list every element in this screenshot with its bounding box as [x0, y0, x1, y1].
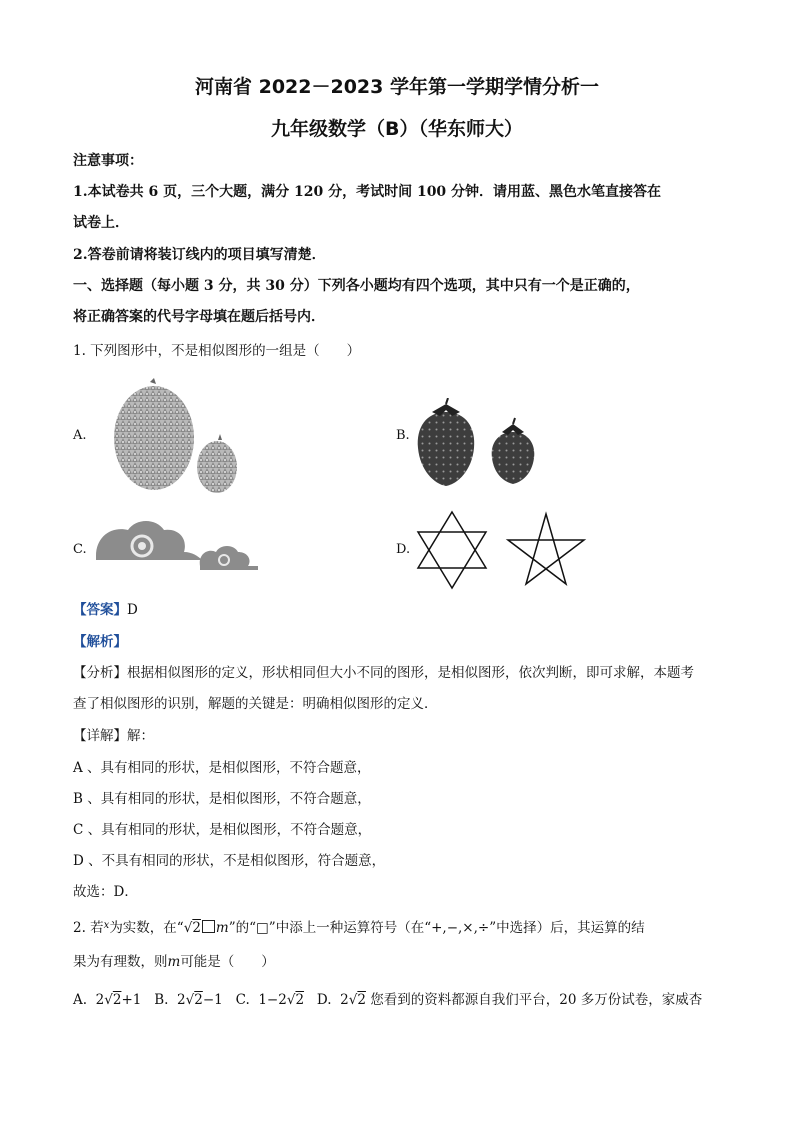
q2-option-b-rad: 2 — [194, 992, 203, 1008]
section1-instructions-line1: 一、选择题（每小题 3 分，共 30 分）下列各小题均有四个选项，其中只有一个是正确的， — [73, 278, 640, 294]
exam-subtitle: 九年级数学（B）（华东师大） — [271, 118, 523, 140]
q2-option-b-label: B. — [154, 992, 169, 1008]
choose-line: 故选：D． — [73, 884, 138, 900]
q2-option-c-rad: 2 — [295, 992, 305, 1008]
detail-b: B 、具有相同的形状，是相似图形，不符合题意， — [73, 791, 371, 807]
q2-stem-p2: 为实数，在“ — [109, 920, 184, 936]
notice-heading: 注意事项： — [73, 153, 143, 169]
q2-trailing-text: 您看到的资料都源自我们平台，20 多万份试卷，家威杏 — [370, 992, 703, 1008]
q2-option-c-label: C. — [235, 992, 250, 1008]
q2-line2-p1: 果为有理数，则 — [73, 954, 168, 970]
fenxi-tag: 【分析】 — [73, 665, 127, 681]
q2-stem-line2 — [73, 950, 275, 970]
q2-stem-m: m — [215, 920, 229, 936]
q2-option-a: A. 2√2+1 — [73, 992, 142, 1008]
q2-option-a-post: +1 — [121, 992, 142, 1008]
q2-options — [73, 988, 702, 1008]
notice-item2: 2.答卷前请将装订线内的项目填写清楚． — [73, 247, 326, 263]
analysis-tag: 【解析】 — [73, 634, 127, 650]
strawberry-large-icon — [418, 398, 475, 486]
detail-tag: 【详解】 — [73, 728, 127, 744]
stars-figure — [414, 510, 590, 590]
durian-large-icon — [114, 386, 194, 490]
answer-value: D — [127, 602, 138, 618]
hexagram-icon — [418, 512, 486, 588]
q1-option-a-label: A. — [73, 428, 87, 443]
fenxi-line2: 查了相似图形的识别，解题的关键是：明确相似图形的定义． — [73, 696, 438, 712]
operator-box-icon — [202, 920, 215, 933]
sqrt-radicand: 2 — [192, 920, 201, 936]
detail-a: A 、具有相同的形状，是相似图形，不符合题意， — [73, 760, 371, 776]
detail-c: C 、具有相同的形状，是相似图形，不符合题意， — [73, 822, 372, 838]
durian-figure — [108, 378, 238, 498]
q2-stem-p3: ”的“□”中添上一种运算符号（在“+,−,×,÷”中选择）后，其运算的结 — [228, 920, 645, 936]
pentagram-icon — [508, 514, 584, 584]
q2-stem-p1: 2. 若 — [73, 920, 104, 936]
q2-option-c-pre: 1−2 — [258, 992, 287, 1008]
detail-suffix: 解： — [127, 728, 154, 744]
durian-small-icon — [197, 441, 237, 493]
q2-option-a-rad: 2 — [112, 992, 122, 1008]
detail-line — [73, 724, 154, 744]
q2-stem-x: x — [103, 920, 110, 931]
q1-option-d-label: D. — [396, 542, 411, 557]
q2-option-b-post: −1 — [202, 992, 223, 1008]
cloud-small-icon — [200, 546, 258, 570]
q2-stem-line1 — [73, 916, 645, 936]
q1-option-c-label: C. — [73, 542, 87, 557]
cloud-figure — [92, 516, 262, 574]
answer-tag: 【答案】 — [73, 602, 127, 618]
q1-option-b-label: B. — [396, 428, 410, 443]
section1-instructions-line2: 将正确答案的代号字母填在题后括号内． — [73, 309, 325, 325]
strawberry-figure — [412, 398, 542, 488]
fenxi-text1: 根据相似图形的定义，形状相同但大小不同的图形，是相似图形，依次判断，即可求解，本题考 — [127, 665, 694, 681]
notice-item1-line1: 1.本试卷共 6 页，三个大题，满分 120 分，考试时间 100 分钟．请用蓝、黑色水笔直接答在 — [73, 184, 662, 200]
q1-stem: 1. 下列图形中，不是相似图形的一组是（ ） — [73, 343, 361, 359]
strawberry-small-icon — [492, 418, 535, 484]
exam-title: 河南省 2022－2023 学年第一学期学情分析一 — [195, 76, 599, 98]
q2-option-d: D. 2√2 — [316, 992, 366, 1008]
notice-item1-line2: 试卷上． — [73, 215, 129, 231]
q2-line2-m: m — [167, 954, 181, 970]
q2-option-b: B. 2√2−1 — [154, 992, 223, 1008]
q2-option-d-rad: 2 — [357, 992, 366, 1008]
q2-option-b-pre: 2 — [177, 992, 186, 1008]
sqrt-expression: √2 m — [183, 920, 229, 936]
q2-option-d-label: D. — [316, 992, 332, 1008]
q2-option-c: C. 1−2√2 — [235, 992, 305, 1008]
cloud-large-icon — [96, 521, 202, 560]
q2-option-a-label: A. — [73, 992, 88, 1008]
q2-line2-p2: 可能是（ ） — [180, 954, 275, 970]
q2-option-a-pre: 2 — [95, 992, 105, 1008]
fenxi-line1 — [73, 661, 694, 681]
q1-answer — [73, 598, 138, 618]
detail-d: D 、不具有相同的形状，不是相似图形，符合题意， — [73, 853, 386, 869]
q2-option-d-pre: 2 — [340, 992, 349, 1008]
